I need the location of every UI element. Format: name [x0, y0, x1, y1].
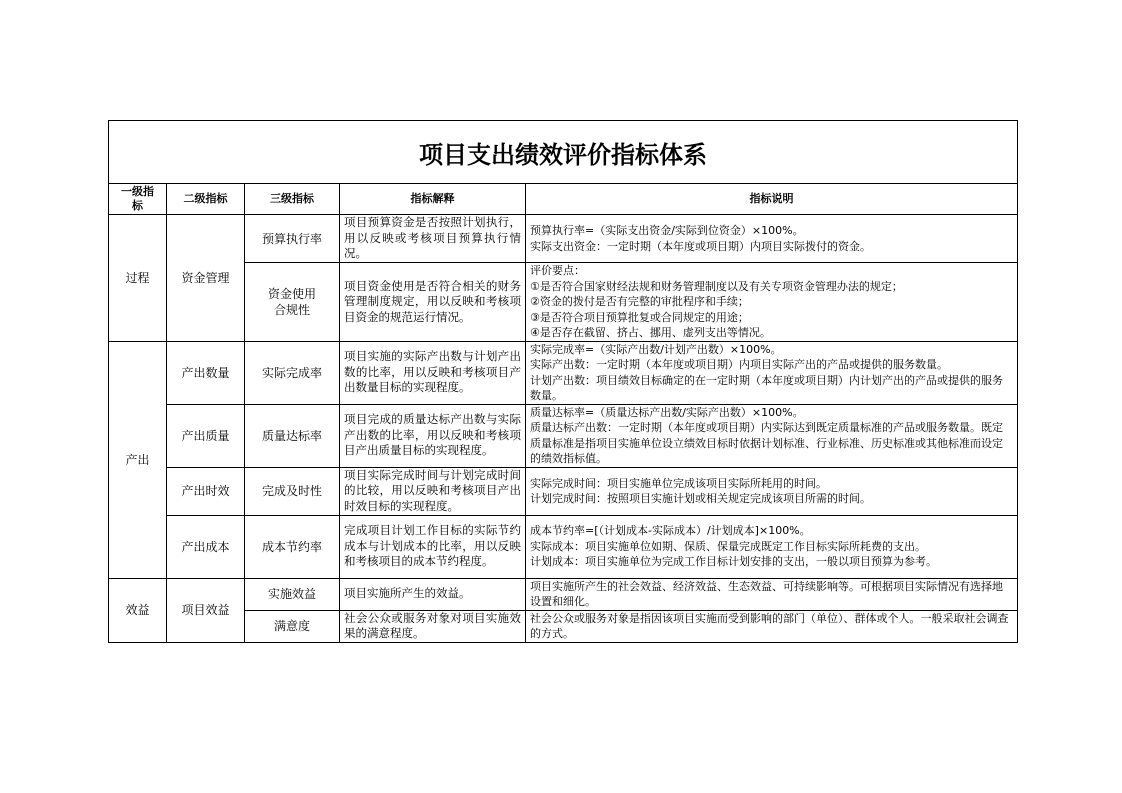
level3-cell: 预算执行率 [245, 215, 340, 263]
explanation-cell: 项目完成的质量达标产出数与实际产出数的比率，用以反映和考核项目产出质量目标的实现程度。 [340, 404, 526, 467]
description-line: 计划成本：项目实施单位为完成工作目标计划安排的支出，一般以项目预算为参考。 [530, 555, 937, 569]
description-cell [526, 515, 1018, 578]
description-cell: 社会公众或服务对象是指因该项目实施而受到影响的部门（单位）、群体或个人。一般采取社会调查的方式。 [526, 610, 1018, 642]
description-cell [526, 404, 1018, 467]
description-line: ②资金的拨付是否有完整的审批程序和手续； [530, 295, 749, 308]
level1-output: 产出 [109, 341, 167, 578]
table-row [109, 515, 1018, 578]
header-level1 [109, 184, 167, 215]
header-level2: 二级指标 [167, 184, 245, 215]
description-line: ③是否符合项目预算批复或合同规定的用途； [530, 310, 749, 324]
explanation-cell: 项目资金使用是否符合相关的财务管理制度规定，用以反映和考核项目资金的规范运行情况。 [340, 263, 526, 342]
explanation-cell: 完成项目计划工作目标的实际节约成本与计划成本的比率，用以反映和考核项目的成本节约程度。 [340, 515, 526, 578]
description-cell: 项目实施所产生的社会效益、经济效益、生态效益、可持续影响等。可根据项目实际情况有选择地设置和细化。 [526, 578, 1018, 610]
level2-cell: 产出时效 [167, 467, 245, 515]
level2-cell: 产出数量 [167, 341, 245, 404]
description-line: 评价要点： [530, 264, 585, 277]
description-line: ①是否符合国家财经法规和财务管理制度以及有关专项资金管理办法的规定； [530, 279, 903, 293]
description-line: 实际成本：项目实施单位如期、保质、保量完成既定工作目标实际所耗费的支出。 [530, 539, 926, 553]
title-row [109, 121, 1018, 184]
level3-cell: 成本节约率 [245, 515, 340, 578]
description-cell [526, 467, 1018, 515]
level3-cell: 满意度 [245, 610, 340, 642]
level3-cell [245, 263, 340, 342]
table-row [109, 578, 1018, 610]
description-line: ④是否存在截留、挤占、挪用、虚列支出等情况。 [530, 326, 771, 339]
description-cell [526, 215, 1018, 263]
header-description: 指标说明 [526, 184, 1018, 215]
description-line: 实际完成率=（实际产出数/计划产出数）×100%。 [530, 342, 782, 356]
description-line: 实际完成时间：项目实施单位完成该项目实际所耗用的时间。 [530, 476, 827, 490]
level2-cell: 产出质量 [167, 404, 245, 467]
level3-cell: 质量达标率 [245, 404, 340, 467]
level2-project-benefit: 项目效益 [167, 578, 245, 642]
level1-process: 过程 [109, 215, 167, 342]
page-title: 项目支出绩效评价指标体系 [109, 121, 1018, 184]
explanation-cell: 项目预算资金是否按照计划执行，用以反映或考核项目预算执行情况。 [340, 215, 526, 263]
level1-benefit: 效益 [109, 578, 167, 642]
table-row [109, 263, 1018, 342]
level3-label: 资金使用合规性 [267, 286, 316, 317]
header-explanation: 指标解释 [340, 184, 526, 215]
table-row [109, 341, 1018, 404]
explanation-cell: 社会公众或服务对象对项目实施效果的满意程度。 [340, 610, 526, 642]
header-level1-label: 一级指标 [121, 185, 154, 212]
description-cell [526, 341, 1018, 404]
header-row [109, 184, 1018, 215]
table-row [109, 404, 1018, 467]
level3-cell: 完成及时性 [245, 467, 340, 515]
explanation-cell: 项目实施的实际产出数与计划产出数的比率，用以反映和考核项目产出数量目标的实现程度。 [340, 341, 526, 404]
table-row [109, 610, 1018, 642]
description-line: 预算执行率=（实际支出资金/实际到位资金）×100%。 [530, 224, 804, 237]
table-row [109, 467, 1018, 515]
explanation-cell: 项目实际完成时间与计划完成时间的比较，用以反映和考核项目产出时效目标的实现程度。 [340, 467, 526, 515]
description-line: 实际产出数：一定时期（本年度或项目期）内项目实际产出的产品或提供的服务数量。 [530, 358, 948, 371]
header-level3: 三级指标 [245, 184, 340, 215]
description-line: 质量达标产出数：一定时期（本年度或项目期）内实际达到既定质量标准的产品或服务数量。既定质量标准是指项目实施单位设立绩效目标时依据计划标准、行业标准、历史标准或其他标准而设定的绩效指标值。 [530, 421, 1003, 465]
description-line: 计划完成时间：按照项目实施计划或相关规定完成该项目所需的时间。 [530, 492, 871, 505]
explanation-cell: 项目实施所产生的效益。 [340, 578, 526, 610]
description-line: 计划产出数：项目绩效目标确定的在一定时期（本年度或项目期）内计划产出的产品或提供的服务数量。 [530, 373, 1003, 402]
table-row [109, 215, 1018, 263]
description-cell [526, 263, 1018, 342]
description-line: 成本节约率=[（计划成本-实际成本）/计划成本]×100%。 [530, 524, 811, 538]
level3-cell: 实施效益 [245, 578, 340, 610]
level2-fund-management: 资金管理 [167, 215, 245, 342]
level2-cell: 产出成本 [167, 515, 245, 578]
indicator-table [108, 120, 1018, 643]
description-line: 实际支出资金：一定时期（本年度或项目期）内项目实际拨付的资金。 [530, 239, 871, 253]
description-line: 质量达标率=（质量达标产出数/实际产出数）×100%。 [530, 405, 804, 419]
level3-cell: 实际完成率 [245, 341, 340, 404]
